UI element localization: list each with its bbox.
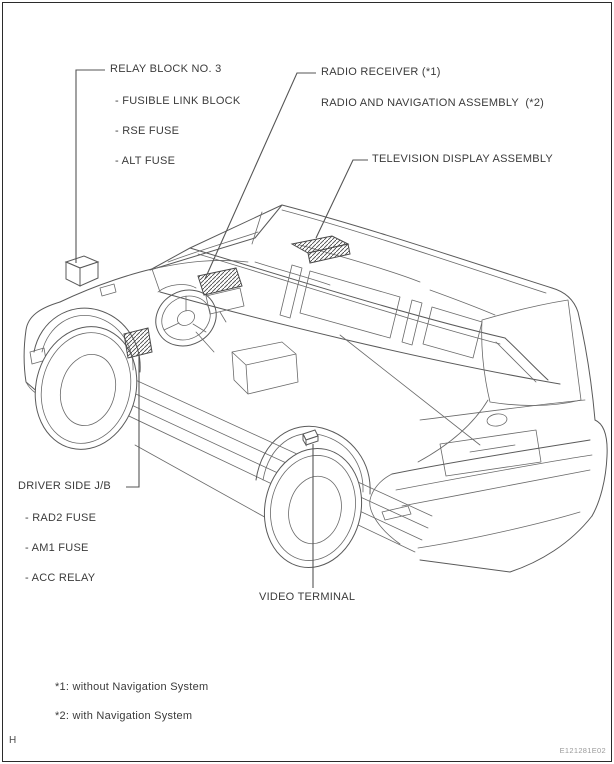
alt-fuse-label: - ALT FUSE <box>115 155 176 167</box>
rad2-fuse-label: - RAD2 FUSE <box>25 512 97 524</box>
radio-receiver-label: RADIO RECEIVER (*1) <box>321 66 441 78</box>
television-display-label: TELEVISION DISPLAY ASSEMBLY <box>372 153 553 165</box>
acc-relay-label: - ACC RELAY <box>25 572 96 584</box>
page-marker: H <box>9 735 17 746</box>
driver-jb-label: DRIVER SIDE J/B <box>18 480 111 492</box>
footnote-1: *1: without Navigation System <box>55 681 209 693</box>
radio-navigation-label: RADIO AND NAVIGATION ASSEMBLY (*2) <box>321 97 545 109</box>
video-terminal-label: VIDEO TERMINAL <box>259 591 356 603</box>
fusible-link-block-label: - FUSIBLE LINK BLOCK <box>115 95 241 107</box>
figure-border <box>2 2 612 762</box>
rse-fuse-label: - RSE FUSE <box>115 125 180 137</box>
figure-code: E121281E02 <box>559 746 606 755</box>
footnote-2: *2: with Navigation System <box>55 710 193 722</box>
relay-block-label: RELAY BLOCK NO. 3 <box>110 63 222 75</box>
am1-fuse-label: - AM1 FUSE <box>25 542 89 554</box>
